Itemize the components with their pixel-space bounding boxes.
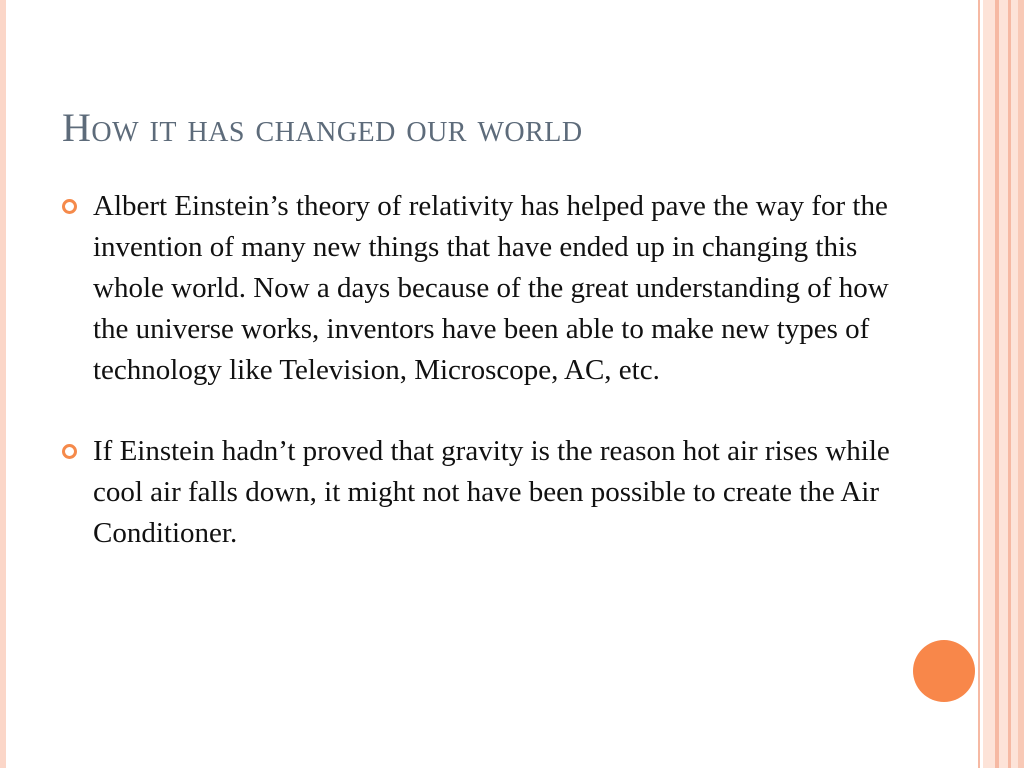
frame-stripe bbox=[1018, 0, 1024, 768]
frame-stripe bbox=[983, 0, 995, 768]
slide-title: How it has changed our world bbox=[62, 105, 583, 150]
bullet-text: Albert Einstein’s theory of relativity has helped pave the way for the invention of many new things that have ended up in changing this whole world. Now a days because of the great understanding of how the universe works, inventors have been able to make new types of technology like Television, Microscope, AC, etc. bbox=[93, 190, 889, 386]
bullet-ring-icon bbox=[62, 199, 77, 214]
frame-stripe bbox=[999, 0, 1008, 768]
left-frame-border bbox=[0, 0, 6, 768]
frame-stripe bbox=[1011, 0, 1018, 768]
right-frame-stripes bbox=[978, 0, 1024, 768]
frame-stripe bbox=[978, 0, 980, 768]
decorative-orb-icon bbox=[913, 640, 975, 702]
bullet-ring-icon bbox=[62, 444, 77, 459]
slide-body bbox=[62, 186, 892, 594]
bullet-text: If Einstein hadn’t proved that gravity is the reason hot air rises while cool air falls down, it might not have been possible to create the Air Conditioner. bbox=[93, 435, 890, 549]
bullet-item bbox=[62, 431, 892, 554]
bullet-item bbox=[62, 186, 892, 391]
